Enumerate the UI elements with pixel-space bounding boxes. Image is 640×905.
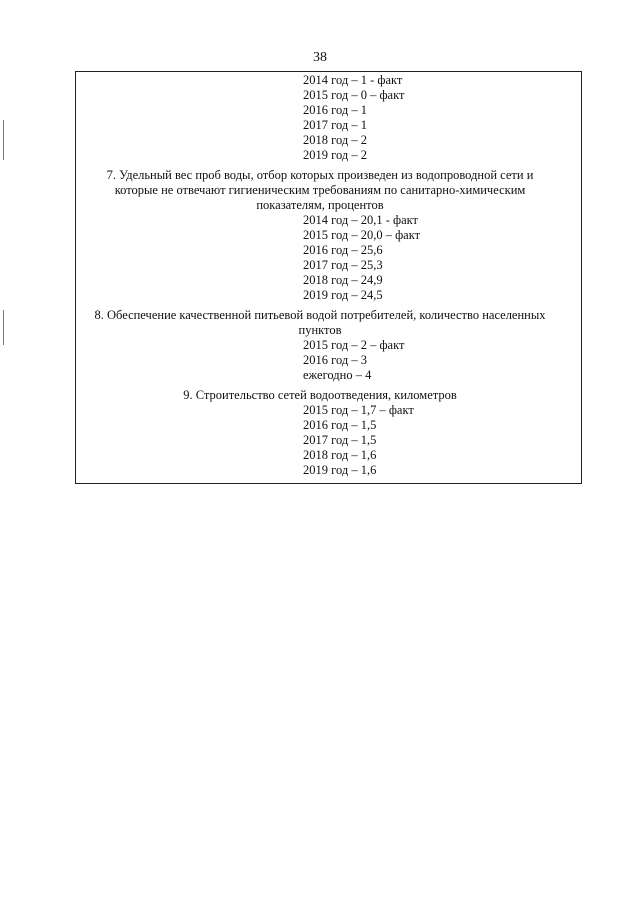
value-line: 2014 год – 1 - факт [303,73,403,87]
value-line: 2015 год – 2 – факт [303,338,405,352]
value-line: 2015 год – 1,7 – факт [303,403,414,417]
value-line: 2016 год – 1,5 [303,418,377,432]
section-9-heading: 9. Строительство сетей водоотведения, километров [183,388,457,402]
value-line: 2018 год – 24,9 [303,273,383,287]
value-line: 2016 год – 1 [303,103,367,117]
value-line: 2016 год – 3 [303,353,367,367]
value-line: 2019 год – 2 [303,148,367,162]
value-line: ежегодно – 4 [303,368,372,382]
page-number: 38 [313,50,327,65]
value-line: 2019 год – 1,6 [303,463,377,477]
value-line: 2015 год – 0 – факт [303,88,405,102]
section-7-heading: показателям, процентов [256,198,384,212]
value-line: 2015 год – 20,0 – факт [303,228,421,242]
section-7-heading: 7. Удельный вес проб воды, отбор которых произведен из водопроводной сети и [106,168,534,182]
value-line: 2016 год – 25,6 [303,243,383,257]
value-line: 2018 год – 2 [303,133,367,147]
value-line: 2018 год – 1,6 [303,448,377,462]
scan-edge-mark [3,120,4,160]
value-line: 2019 год – 24,5 [303,288,383,302]
value-line: 2017 год – 1 [303,118,367,132]
section-7-heading: которые не отвечают гигиеническим требованиям по санитарно-химическим [114,183,526,197]
value-line: 2017 год – 25,3 [303,258,383,272]
section-8-heading: пунктов [298,323,342,337]
section-8-heading: 8. Обеспечение качественной питьевой водой потребителей, количество населенных [94,308,546,322]
value-line: 2017 год – 1,5 [303,433,377,447]
value-line: 2014 год – 20,1 - факт [303,213,418,227]
